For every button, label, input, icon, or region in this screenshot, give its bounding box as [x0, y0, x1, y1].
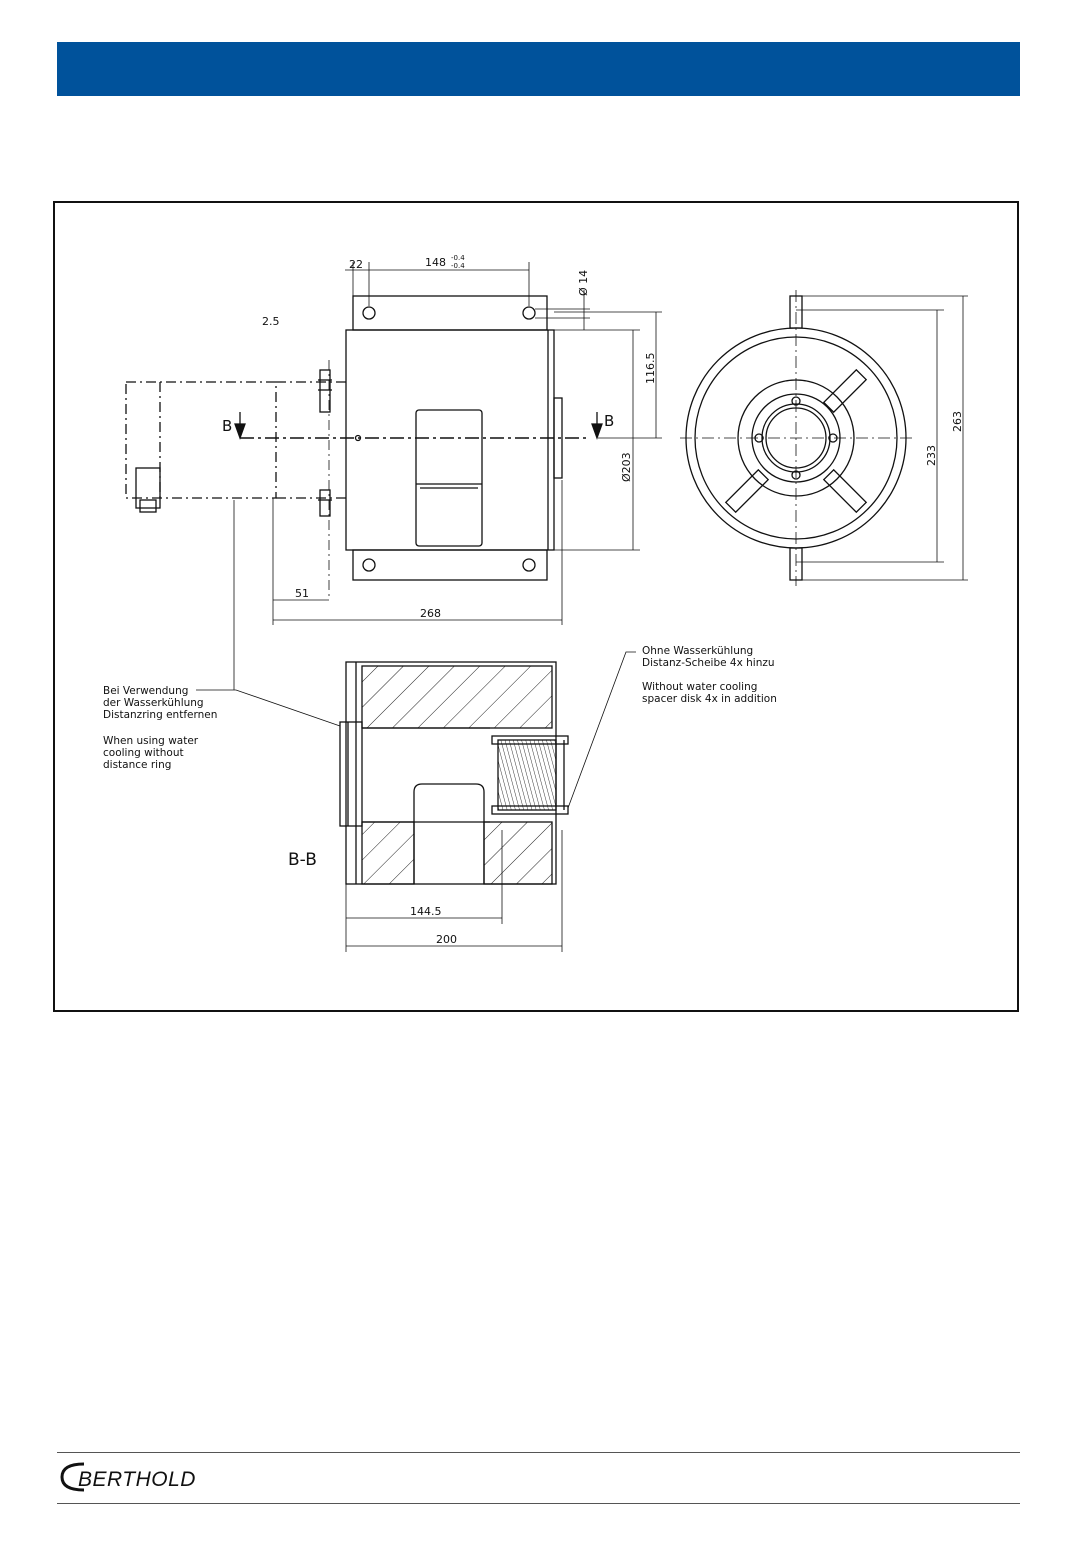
logo-text: BERTHOLD — [78, 1468, 196, 1491]
dim-148-tol-lower: -0.4 — [451, 262, 465, 270]
berthold-logo[interactable] — [58, 1460, 238, 1494]
note-right-en-2: spacer disk 4x in addition — [642, 693, 777, 705]
note-right-de-1: Ohne Wasserkühlung — [642, 645, 754, 657]
dim-263: 263 — [951, 411, 964, 432]
top-flange — [353, 296, 547, 330]
main-body — [346, 330, 554, 550]
dim-d14: Ø 14 — [577, 269, 590, 296]
section-label: B-B — [288, 850, 317, 870]
footer-line-bottom — [57, 1503, 1020, 1504]
section-mark-left: B — [222, 417, 233, 435]
dim-116-5: 116.5 — [644, 352, 657, 384]
front-view — [126, 262, 662, 690]
note-left-de-3: Distanzring entfernen — [103, 709, 218, 721]
dim-148: 148 — [425, 256, 446, 269]
dim-148-tol-upper: -0.4 — [451, 254, 465, 262]
note-right — [642, 645, 777, 705]
note-left-en-3: distance ring — [103, 759, 172, 771]
bottom-flange — [353, 550, 547, 580]
dim-51: 51 — [295, 587, 309, 600]
footer-line-top — [57, 1452, 1020, 1453]
note-right-en-1: Without water cooling — [642, 681, 758, 693]
dim-233: 233 — [925, 445, 938, 466]
side-view — [680, 290, 968, 586]
note-left-de-1: Bei Verwendung — [103, 685, 189, 697]
note-left-en-2: cooling without — [103, 747, 184, 759]
note-right-de-2: Distanz-Scheibe 4x hinzu — [642, 657, 775, 669]
note-left — [103, 685, 217, 771]
dim-268: 268 — [420, 607, 441, 620]
dim-22: 22 — [349, 258, 363, 271]
section-mark-right: B — [604, 412, 615, 430]
dim-144-5: 144.5 — [410, 905, 442, 918]
flange-hole-tl — [363, 307, 375, 319]
note-left-de-2: der Wasserkühlung — [103, 697, 204, 709]
detector-window — [416, 410, 482, 546]
dim-200: 200 — [436, 933, 457, 946]
dim-2-5: 2.5 — [262, 315, 280, 328]
flange-hole-tr — [523, 307, 535, 319]
dim-d203: Ø203 — [620, 452, 633, 482]
note-left-en-1: When using water — [103, 735, 199, 747]
